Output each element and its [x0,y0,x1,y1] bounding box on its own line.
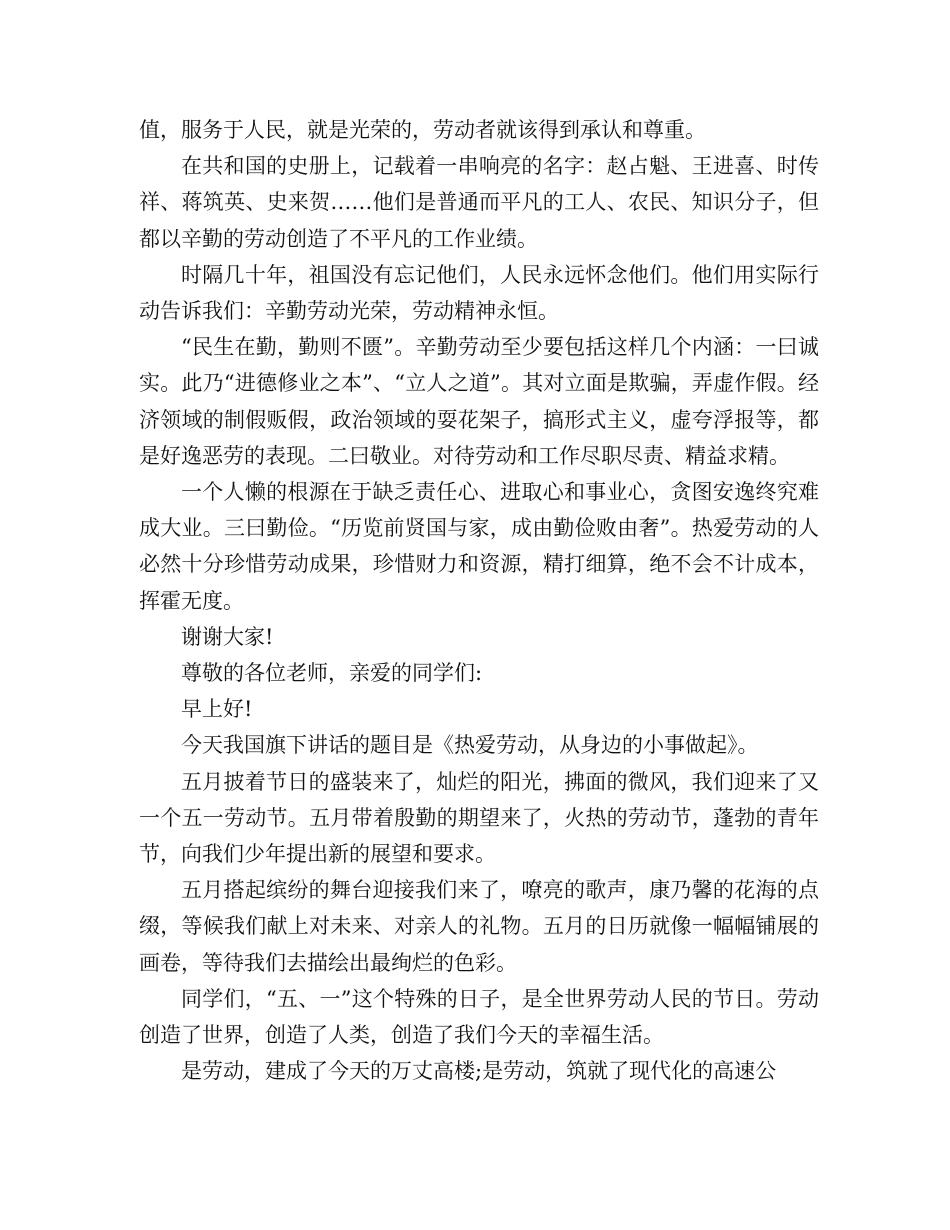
paragraph: 同学们，“五、一”这个特殊的日子，是全世界劳动人民的节日。劳动创造了世界，创造了人类，创造了我们今天的幸福生活。 [139,986,819,1048]
paragraph: 值，服务于人民，就是光荣的，劳动者就该得到承认和尊重。 [139,118,706,142]
paragraph: 谢谢大家! [181,624,274,649]
paragraph: 今天我国旗下讲话的题目是《热爱劳动，从身边的小事做起》。 [181,733,759,758]
paragraph: 五月搭起缤纷的舞台迎接我们来了，嘹亮的歌声，康乃馨的花海的点缀，等候我们献上对未来、对亲人的礼物。五月的日历就像一幅幅铺展的画卷，等待我们去描绘出最绚烂的色彩。 [139,878,819,975]
document-body [139,112,819,1089]
paragraph: 是劳动，建成了今天的万丈高楼;是劳动，筑就了现代化的高速公 [181,1059,777,1084]
paragraph: 尊敬的各位老师，亲爱的同学们: [181,661,483,686]
paragraph: 五月披着节日的盛装来了，灿烂的阳光，拂面的微风，我们迎来了又一个五一劳动节。五月带着殷勤的期望来了，火热的劳动节，蓬勃的青年节，向我们少年提出新的展望和要求。 [139,769,819,867]
paragraph: 一个人懒的根源在于缺乏责任心、进取心和事业心，贪图安逸终究难成大业。三曰勤俭。“历览前贤国与家，成由勤俭败由奢”。热爱劳动的人必然十分珍惜劳动成果，珍惜财力和资源，精打细算，绝不会不计成本，挥霍无度。 [139,480,819,613]
paragraph: 时隔几十年，祖国没有忘记他们，人民永远怀念他们。他们用实际行动告诉我们：辛勤劳动光荣，劳动精神永恒。 [139,262,819,324]
paragraph: 在共和国的史册上，记载着一串响亮的名字：赵占魁、王进喜、时传祥、蒋筑英、史来贺……他们是普通而平凡的工人、农民、知识分子，但都以辛勤的劳动创造了不平凡的工作业绩。 [139,154,819,251]
paragraph: 早上好! [181,697,253,722]
paragraph: “民生在勤，勤则不匮”。辛勤劳动至少要包括这样几个内涵：一曰诚实。此乃“进德修业之本”、“立人之道”。其对立面是欺骗，弄虚作假。经济领域的制假贩假，政治领域的耍花架子，搞形式主义，虚夸浮报等，都是好逸恶劳的表现。二曰敬业。对待劳动和工作尽职尽责、精益求精。 [139,335,819,468]
